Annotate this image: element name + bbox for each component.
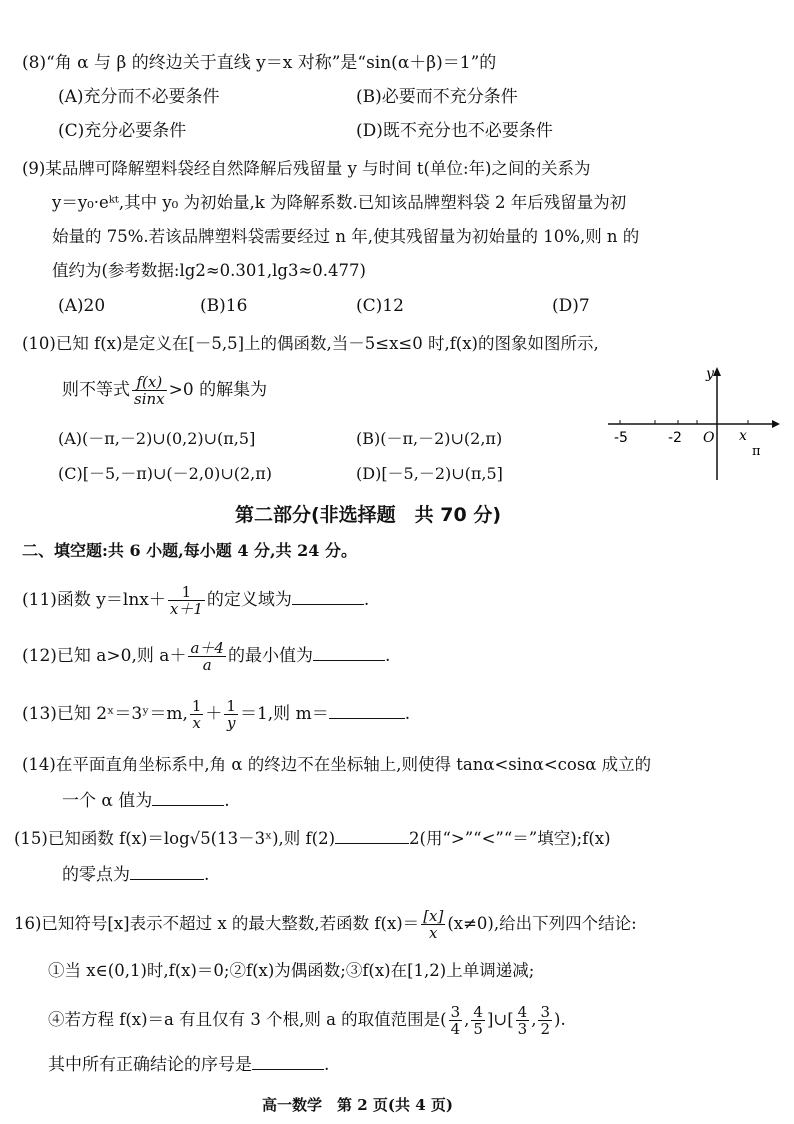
- q13-answer-blank: [329, 704, 405, 719]
- q11-end: .: [363, 590, 370, 610]
- q16-item4-pre: ④若方程 f(x)＝a 有且仅有 3 个根,则 a 的取值范围是(: [48, 1010, 447, 1029]
- part2-title: 第二部分(非选择题 共 70 分): [235, 504, 502, 526]
- q16-f3-numerator: 4: [517, 1003, 528, 1021]
- q10-option-a: (A)(－π,－2)∪(0,2)∪(π,5]: [58, 429, 256, 448]
- q10-option-b: (B)(－π,－2)∪(2,π): [356, 429, 503, 448]
- q10-frac-denominator: sinx: [134, 390, 165, 408]
- q16-union: ]∪[: [486, 1010, 514, 1029]
- page-footer: 高一数学 第 2 页(共 4 页): [262, 1096, 453, 1114]
- q11-fraction: [168, 584, 205, 617]
- q15-line-2: [62, 864, 209, 886]
- y-axis-arrow-icon: [713, 367, 721, 376]
- q11-answer-blank: [292, 590, 364, 605]
- q16-post-text: (x≠0),给出下列四个结论:: [447, 914, 637, 933]
- q12-frac-numerator: a＋4: [190, 639, 224, 657]
- q13-plus: ＋: [205, 704, 223, 724]
- q12-end: .: [384, 646, 391, 666]
- q16-item-4: [48, 1000, 566, 1040]
- q12-fraction: [188, 640, 226, 673]
- q12-frac-denominator: a: [202, 656, 212, 674]
- q9-line-1: (9)某品牌可降解塑料袋经自然降解后残留量 y 与时间 t(单位:年)之间的关系为: [22, 159, 591, 178]
- q13-frac1-numerator: 1: [191, 697, 202, 715]
- x-axis-arrow-icon: [772, 420, 780, 428]
- q10-line-1: (10)已知 f(x)是定义在[－5,5]上的偶函数,当－5≤x≤0 时,f(x)的图象如图所示,: [22, 334, 599, 353]
- q10-graph: [600, 362, 780, 482]
- q12-pre-text: (12)已知 a>0,则 a＋: [22, 646, 187, 666]
- q14-line-2-text: 一个 α 值为: [62, 791, 153, 811]
- section2-heading: 二、填空题:共 6 小题,每小题 4 分,共 24 分。: [22, 541, 358, 560]
- q10-option-c: (C)[－5,－π)∪(－2,0)∪(2,π): [58, 464, 273, 483]
- q16-fraction: [421, 908, 445, 941]
- q15-end: .: [204, 865, 210, 885]
- q16-f3-denominator: 3: [517, 1020, 528, 1038]
- q13-frac2-numerator: 1: [226, 697, 236, 715]
- q16-fraction-4-5: [471, 1004, 485, 1037]
- q10-inequality: [62, 372, 267, 408]
- q14-answer-blank: [152, 791, 224, 806]
- graph-tick-label-neg5: -5: [614, 430, 628, 446]
- q16-f1-denominator: 4: [450, 1020, 461, 1038]
- graph-tick-label-neg2: -2: [668, 430, 682, 446]
- q12: [22, 636, 390, 676]
- q13-frac1-denominator: x: [192, 714, 201, 732]
- q16-fraction-3-4: [449, 1004, 463, 1037]
- q16-stem: [14, 904, 637, 944]
- q16-pre-text: 16)已知符号[x]表示不超过 x 的最大整数,若函数 f(x)＝: [14, 914, 420, 933]
- q11-frac-denominator: x＋1: [169, 600, 203, 618]
- q9-option-c: (C)12: [356, 296, 404, 316]
- q16-comma-1: ,: [464, 1010, 470, 1029]
- q15-answer-blank-2: [130, 865, 204, 880]
- graph-origin-label: O: [703, 430, 715, 446]
- q15-line-1: [14, 828, 611, 850]
- q16-item4-end: ).: [554, 1010, 566, 1029]
- q16-answer-blank: [252, 1055, 324, 1070]
- q10-frac-numerator: f(x): [132, 374, 167, 391]
- q15-line-1-pre: (15)已知函数 f(x)＝log√5(13－3ˣ),则 f(2): [14, 829, 336, 848]
- q14-line-2: [62, 790, 230, 812]
- q9-option-a: (A)20: [58, 296, 106, 316]
- q15-line-1-post: 2(用“>”“<”“＝”填空);f(x): [409, 829, 611, 848]
- q11-post-text: 的定义域为: [206, 590, 292, 610]
- q16-f4-numerator: 3: [540, 1003, 551, 1021]
- q13-frac2-denominator: y: [226, 714, 236, 732]
- q16-f1-numerator: 3: [450, 1003, 461, 1021]
- q9-line-2: y＝y₀·eᵏᵗ,其中 y₀ 为初始量,k 为降解系数.已知该品牌塑料袋 2 年后残留量为初: [52, 193, 627, 212]
- q11-pre-text: (11)函数 y＝lnx＋: [22, 590, 166, 610]
- q16-items-1-3: ①当 x∈(0,1)时,f(x)＝0;②f(x)为偶函数;③f(x)在[1,2)上单调递减;: [48, 961, 535, 980]
- q10-post-text: >0 的解集为: [168, 380, 268, 400]
- graph-pi-label: π: [752, 444, 761, 459]
- q16-final-text: 其中所有正确结论的序号是: [48, 1055, 252, 1075]
- q12-answer-blank: [313, 646, 385, 661]
- q10-pre-text: 则不等式: [62, 380, 130, 400]
- q14-end: .: [224, 791, 230, 811]
- q12-post-text: 的最小值为: [227, 646, 313, 666]
- graph-x-label: x: [739, 428, 747, 444]
- q9-line-3: 始量的 75%.若该品牌塑料袋需要经过 n 年,使其残留量为初始量的 10%,则 n 的: [52, 227, 640, 246]
- q16-fraction-3-2: [538, 1004, 552, 1037]
- q13-fraction-1: [190, 698, 204, 731]
- q9-line-4: 值约为(参考数据:lg2≈0.301,lg3≈0.477): [52, 261, 366, 280]
- q16-frac-denominator: x: [429, 924, 438, 942]
- q16-f2-denominator: 5: [473, 1020, 483, 1038]
- q9-option-b: (B)16: [200, 296, 248, 316]
- q9-option-d: (D)7: [552, 296, 590, 316]
- q8-option-c: (C)充分必要条件: [58, 121, 187, 141]
- q16-fraction-4-3: [516, 1004, 530, 1037]
- q16-f2-numerator: 4: [473, 1003, 483, 1021]
- q16-final: [48, 1054, 329, 1076]
- q16-comma-2: ,: [531, 1010, 537, 1029]
- q14-line-1: (14)在平面直角坐标系中,角 α 的终边不在坐标轴上,则使得 tanα<sinα<cosα 成立的: [22, 755, 652, 774]
- q10-fraction: [132, 374, 167, 407]
- q10-option-d: (D)[－5,－2)∪(π,5]: [356, 464, 503, 483]
- q8-option-b: (B)必要而不充分条件: [356, 87, 518, 107]
- q13: [22, 694, 410, 734]
- q16-end: .: [324, 1055, 330, 1075]
- graph-y-label: y: [706, 366, 714, 382]
- q8-stem: (8)“角 α 与 β 的终边关于直线 y＝x 对称”是“sin(α＋β)＝1”的: [22, 53, 497, 73]
- q11-frac-numerator: 1: [168, 584, 205, 601]
- q15-line-2-text: 的零点为: [62, 865, 130, 885]
- q8-option-a: (A)充分而不必要条件: [58, 87, 220, 107]
- q16-frac-numerator: [x]: [423, 907, 444, 925]
- q13-post-text: ＝1,则 m＝: [239, 704, 329, 724]
- q13-pre-text: (13)已知 2ˣ＝3ʸ＝m,: [22, 704, 188, 724]
- q13-end: .: [404, 704, 411, 724]
- q13-fraction-2: [224, 698, 238, 731]
- q11: [22, 580, 369, 620]
- q16-f4-denominator: 2: [540, 1020, 551, 1038]
- q8-option-d: (D)既不充分也不必要条件: [356, 121, 553, 141]
- q15-answer-blank-1: [335, 829, 409, 844]
